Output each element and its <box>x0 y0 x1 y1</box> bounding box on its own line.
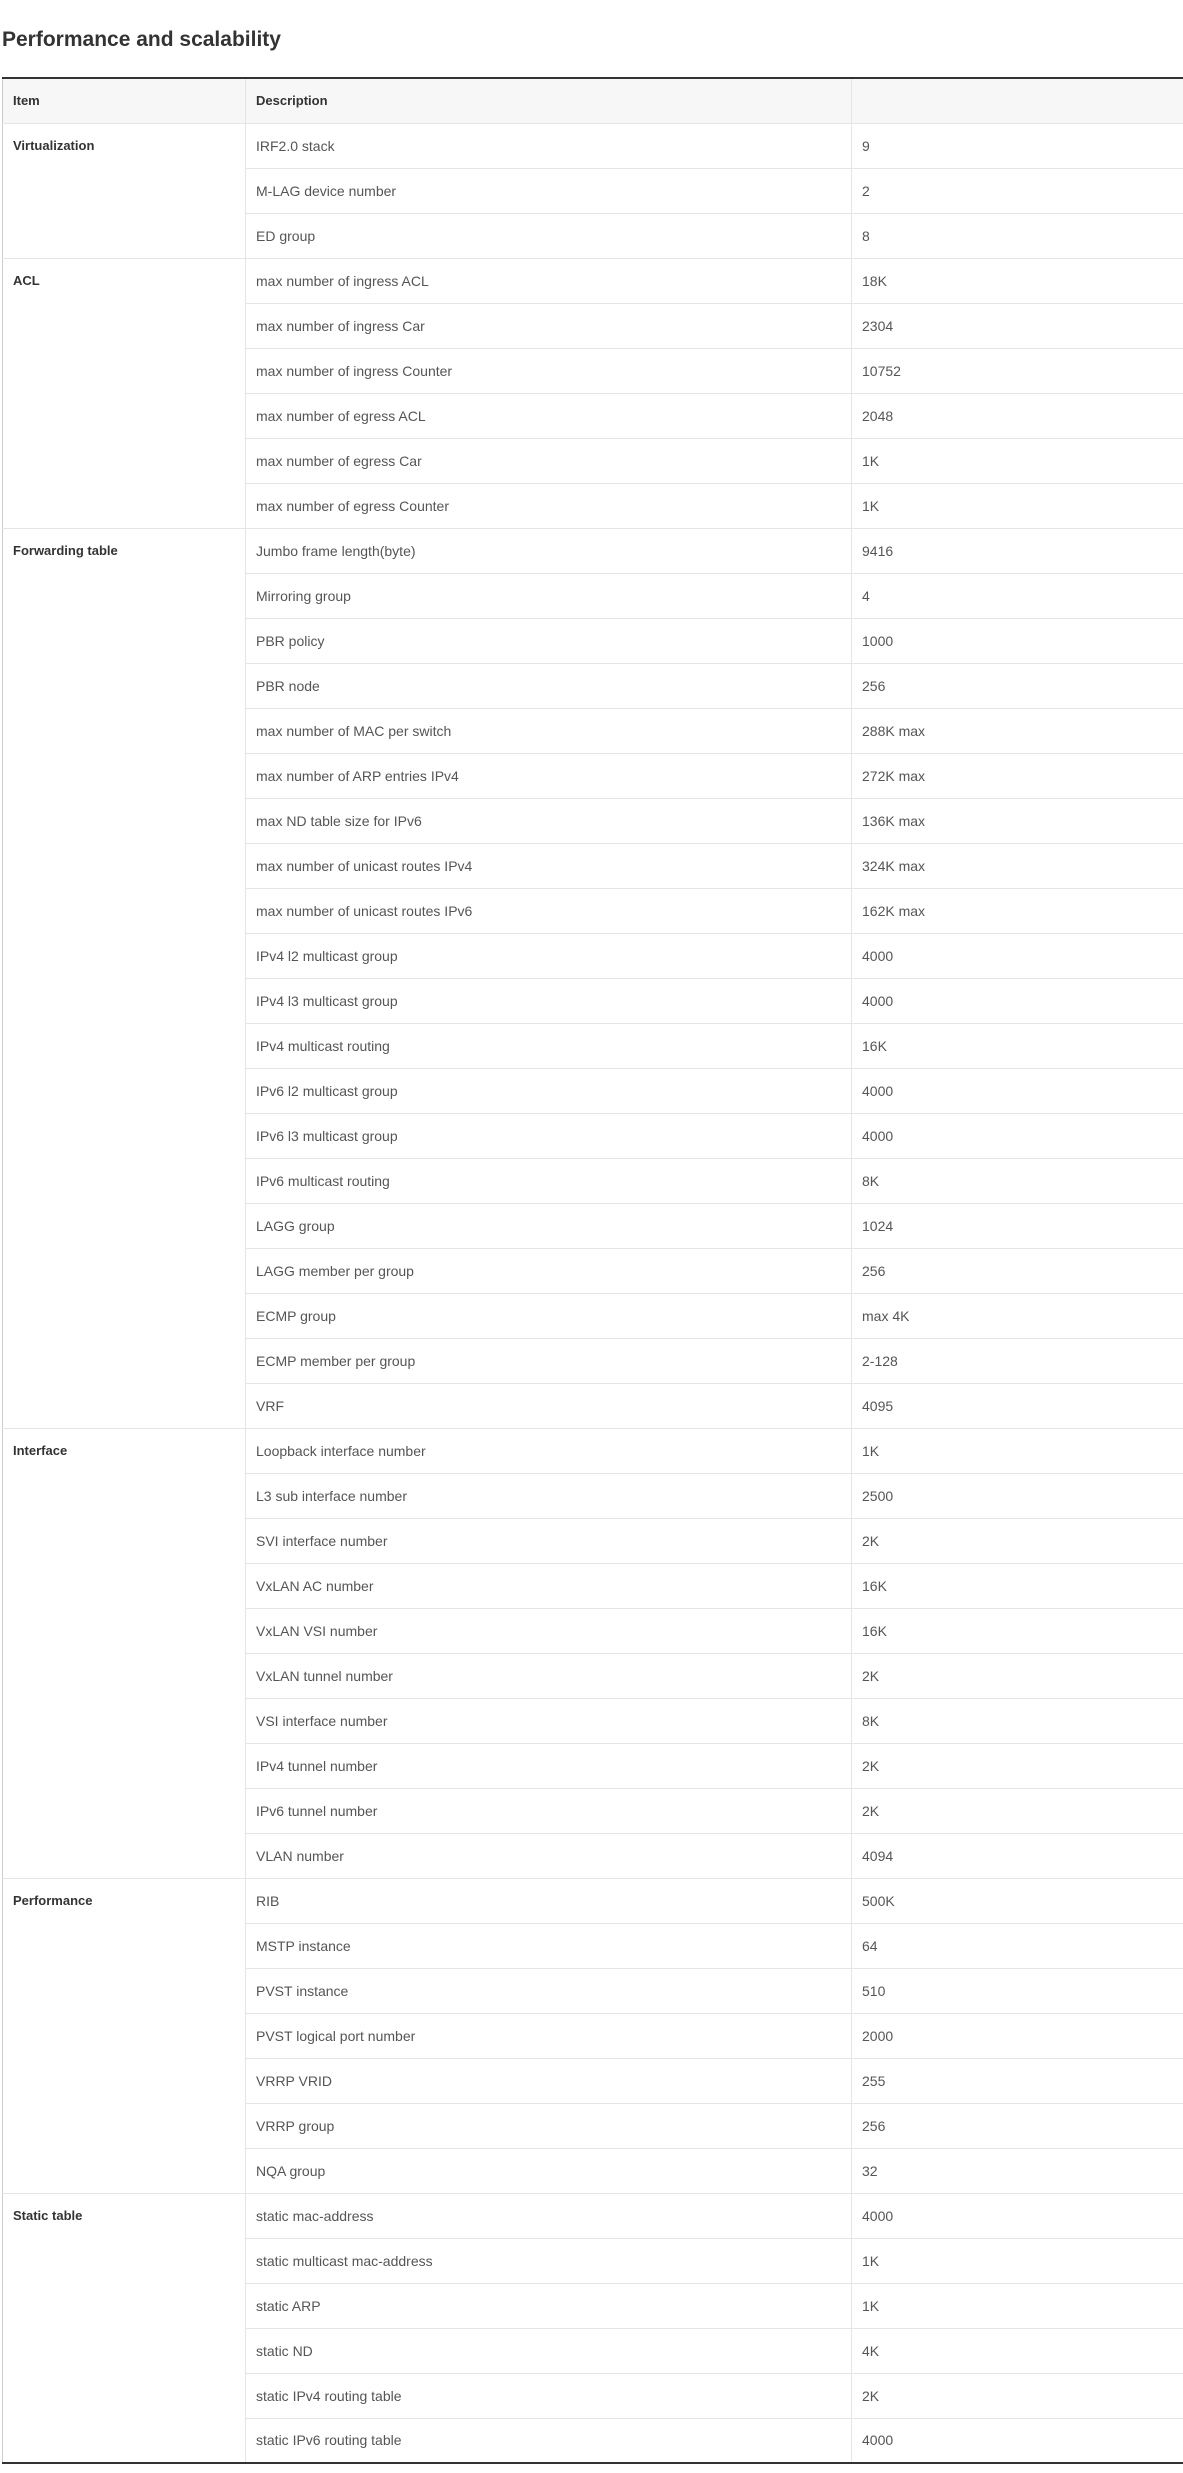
page-title: Performance and scalability <box>2 28 281 51</box>
row-value: 324K max <box>852 843 1183 888</box>
row-value: 9416 <box>852 528 1183 573</box>
row-description: ECMP member per group <box>246 1338 852 1383</box>
row-value: 10752 <box>852 348 1183 393</box>
row-description: L3 sub interface number <box>246 1473 852 1518</box>
table-header-row <box>3 78 1183 123</box>
row-value: 2-128 <box>852 1338 1183 1383</box>
row-value: 4 <box>852 573 1183 618</box>
row-value: 162K max <box>852 888 1183 933</box>
row-description: max ND table size for IPv6 <box>246 798 852 843</box>
row-value: 8K <box>852 1698 1183 1743</box>
row-value: 2K <box>852 1788 1183 1833</box>
table-row <box>3 528 1183 573</box>
row-value: 16K <box>852 1023 1183 1068</box>
row-description: IPv4 l3 multicast group <box>246 978 852 1023</box>
row-description: NQA group <box>246 2148 852 2193</box>
row-description: PBR policy <box>246 618 852 663</box>
row-value: 4000 <box>852 2418 1183 2463</box>
row-value: 272K max <box>852 753 1183 798</box>
row-description: static ND <box>246 2328 852 2373</box>
table-body <box>3 123 1183 2463</box>
row-description: VLAN number <box>246 1833 852 1878</box>
row-description: max number of egress Counter <box>246 483 852 528</box>
row-description: IPv4 multicast routing <box>246 1023 852 1068</box>
table-row <box>3 123 1183 168</box>
row-description: max number of unicast routes IPv6 <box>246 888 852 933</box>
group-label: Interface <box>3 1428 246 1878</box>
row-description: IPv4 tunnel number <box>246 1743 852 1788</box>
group-label: Forwarding table <box>3 528 246 1428</box>
header-value <box>852 78 1183 123</box>
table-row <box>3 1428 1183 1473</box>
row-value: 1K <box>852 1428 1183 1473</box>
row-description: IRF2.0 stack <box>246 123 852 168</box>
row-value: 16K <box>852 1608 1183 1653</box>
performance-spec-table <box>2 77 1183 2464</box>
group-label: Static table <box>3 2193 246 2463</box>
row-description: static multicast mac-address <box>246 2238 852 2283</box>
row-description: max number of egress ACL <box>246 393 852 438</box>
row-description: VSI interface number <box>246 1698 852 1743</box>
row-value: 2000 <box>852 2013 1183 2058</box>
row-value: 256 <box>852 1248 1183 1293</box>
row-value: 4094 <box>852 1833 1183 1878</box>
row-description: Jumbo frame length(byte) <box>246 528 852 573</box>
row-value: 1K <box>852 2238 1183 2283</box>
group-label: Virtualization <box>3 123 246 258</box>
row-description: max number of MAC per switch <box>246 708 852 753</box>
row-value: 255 <box>852 2058 1183 2103</box>
row-description: PBR node <box>246 663 852 708</box>
row-description: ECMP group <box>246 1293 852 1338</box>
row-description: SVI interface number <box>246 1518 852 1563</box>
row-value: 2048 <box>852 393 1183 438</box>
row-value: 18K <box>852 258 1183 303</box>
row-description: IPv6 multicast routing <box>246 1158 852 1203</box>
row-value: 64 <box>852 1923 1183 1968</box>
row-value: 500K <box>852 1878 1183 1923</box>
row-description: VRRP group <box>246 2103 852 2148</box>
header-description: Description <box>246 78 852 123</box>
row-description: static IPv4 routing table <box>246 2373 852 2418</box>
row-description: IPv6 l2 multicast group <box>246 1068 852 1113</box>
row-description: M-LAG device number <box>246 168 852 213</box>
row-value: 4000 <box>852 2193 1183 2238</box>
row-value: 4000 <box>852 1068 1183 1113</box>
row-description: Loopback interface number <box>246 1428 852 1473</box>
row-value: 4095 <box>852 1383 1183 1428</box>
row-value: 4000 <box>852 978 1183 1023</box>
row-description: RIB <box>246 1878 852 1923</box>
row-value: 2K <box>852 1653 1183 1698</box>
row-value: 256 <box>852 663 1183 708</box>
row-value: 256 <box>852 2103 1183 2148</box>
row-value: 32 <box>852 2148 1183 2193</box>
row-value: 4000 <box>852 933 1183 978</box>
row-description: static ARP <box>246 2283 852 2328</box>
row-description: max number of ingress ACL <box>246 258 852 303</box>
row-description: VRF <box>246 1383 852 1428</box>
row-description: LAGG member per group <box>246 1248 852 1293</box>
row-value: 8K <box>852 1158 1183 1203</box>
row-value: 4000 <box>852 1113 1183 1158</box>
group-label: ACL <box>3 258 246 528</box>
row-description: IPv4 l2 multicast group <box>246 933 852 978</box>
row-description: PVST logical port number <box>246 2013 852 2058</box>
table-row <box>3 2193 1183 2238</box>
row-description: MSTP instance <box>246 1923 852 1968</box>
row-description: static mac-address <box>246 2193 852 2238</box>
row-value: max 4K <box>852 1293 1183 1338</box>
row-description: max number of ingress Car <box>246 303 852 348</box>
row-value: 8 <box>852 213 1183 258</box>
row-value: 4K <box>852 2328 1183 2373</box>
row-description: max number of ingress Counter <box>246 348 852 393</box>
row-description: VxLAN tunnel number <box>246 1653 852 1698</box>
row-value: 2K <box>852 1743 1183 1788</box>
row-value: 9 <box>852 123 1183 168</box>
row-description: IPv6 l3 multicast group <box>246 1113 852 1158</box>
table-row <box>3 258 1183 303</box>
row-description: ED group <box>246 213 852 258</box>
group-label: Performance <box>3 1878 246 2193</box>
row-value: 136K max <box>852 798 1183 843</box>
row-description: PVST instance <box>246 1968 852 2013</box>
row-value: 2304 <box>852 303 1183 348</box>
row-description: Mirroring group <box>246 573 852 618</box>
row-value: 2 <box>852 168 1183 213</box>
row-description: max number of unicast routes IPv4 <box>246 843 852 888</box>
row-value: 1K <box>852 2283 1183 2328</box>
row-value: 1K <box>852 438 1183 483</box>
row-description: IPv6 tunnel number <box>246 1788 852 1833</box>
row-description: static IPv6 routing table <box>246 2418 852 2463</box>
row-value: 510 <box>852 1968 1183 2013</box>
row-description: max number of ARP entries IPv4 <box>246 753 852 798</box>
row-value: 1024 <box>852 1203 1183 1248</box>
row-value: 2K <box>852 1518 1183 1563</box>
row-value: 288K max <box>852 708 1183 753</box>
row-description: LAGG group <box>246 1203 852 1248</box>
row-value: 1K <box>852 483 1183 528</box>
row-description: VRRP VRID <box>246 2058 852 2103</box>
row-value: 2500 <box>852 1473 1183 1518</box>
row-description: max number of egress Car <box>246 438 852 483</box>
header-item: Item <box>3 78 246 123</box>
row-value: 1000 <box>852 618 1183 663</box>
row-value: 2K <box>852 2373 1183 2418</box>
row-value: 16K <box>852 1563 1183 1608</box>
row-description: VxLAN VSI number <box>246 1608 852 1653</box>
row-description: VxLAN AC number <box>246 1563 852 1608</box>
table-row <box>3 1878 1183 1923</box>
